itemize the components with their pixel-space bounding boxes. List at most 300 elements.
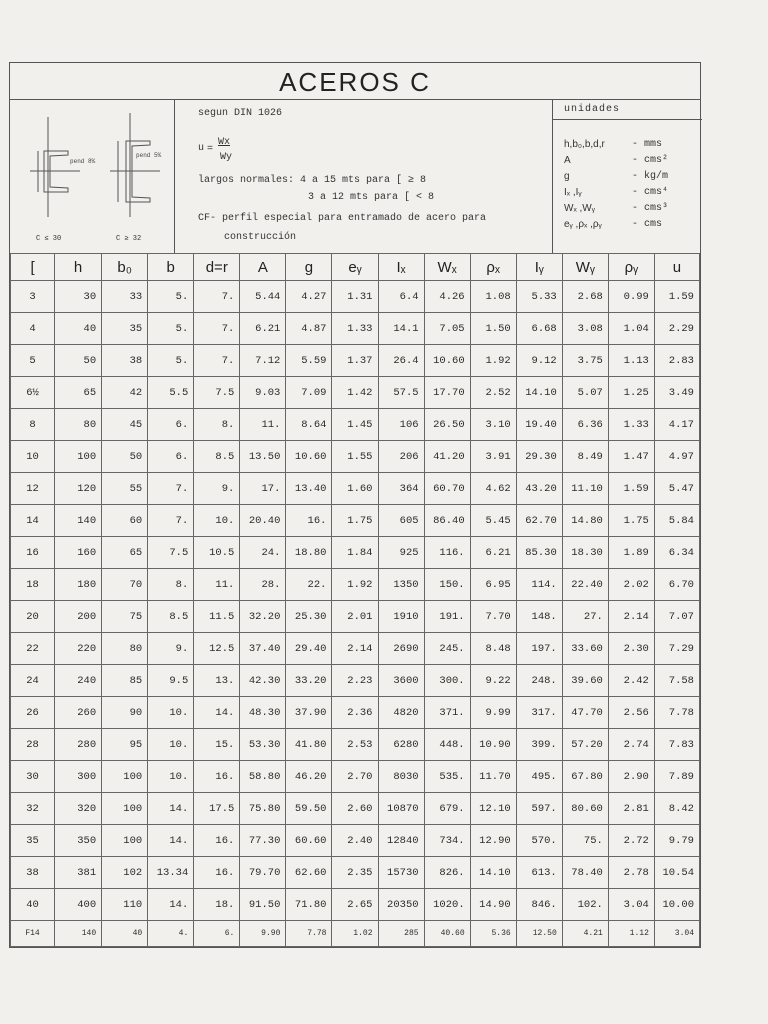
table-cell: 17.70 bbox=[424, 377, 470, 409]
table-cell: 12.10 bbox=[470, 793, 516, 825]
standard-reference: segun DIN 1026 bbox=[198, 108, 283, 119]
table-cell: 6½ bbox=[11, 377, 55, 409]
units-title: unidades bbox=[552, 99, 702, 120]
table-header-row bbox=[11, 254, 700, 281]
svg-text:pend 5%: pend 5% bbox=[136, 152, 162, 159]
table-row bbox=[11, 665, 700, 697]
table-cell: 2.60 bbox=[332, 793, 378, 825]
table-cell: 8.49 bbox=[562, 441, 608, 473]
units-panel bbox=[552, 99, 702, 253]
table-cell: 1.12 bbox=[608, 921, 654, 947]
table-cell: 18.30 bbox=[562, 537, 608, 569]
table-cell: 6.4 bbox=[378, 281, 424, 313]
formula-equals: = bbox=[207, 144, 214, 155]
page-title: ACEROS C bbox=[10, 63, 700, 100]
table-cell: 1.33 bbox=[332, 313, 378, 345]
table-cell: 22. bbox=[286, 569, 332, 601]
table-cell: 4 bbox=[11, 313, 55, 345]
table-cell: 12.5 bbox=[194, 633, 240, 665]
table-cell: 495. bbox=[516, 761, 562, 793]
table-cell: 4.21 bbox=[562, 921, 608, 947]
table-row bbox=[11, 537, 700, 569]
table-cell: 14.80 bbox=[562, 505, 608, 537]
table-cell: 2.81 bbox=[608, 793, 654, 825]
table-cell: F14 bbox=[11, 921, 55, 947]
table-cell: 1.33 bbox=[608, 409, 654, 441]
table-cell: 102 bbox=[102, 857, 148, 889]
table-cell: 5.45 bbox=[470, 505, 516, 537]
table-cell: 5.84 bbox=[654, 505, 699, 537]
table-cell: 100 bbox=[102, 793, 148, 825]
table-cell: 248. bbox=[516, 665, 562, 697]
table-cell: 41.80 bbox=[286, 729, 332, 761]
table-cell: 40 bbox=[102, 921, 148, 947]
table-cell: 15. bbox=[194, 729, 240, 761]
table-cell: 7.83 bbox=[654, 729, 699, 761]
table-cell: 19.40 bbox=[516, 409, 562, 441]
table-cell: 16. bbox=[286, 505, 332, 537]
table-cell: 85 bbox=[102, 665, 148, 697]
table-cell: 12.50 bbox=[516, 921, 562, 947]
table-cell: 1910 bbox=[378, 601, 424, 633]
table-cell: 13.40 bbox=[286, 473, 332, 505]
table-cell: 2.83 bbox=[654, 345, 699, 377]
table-cell: 43.20 bbox=[516, 473, 562, 505]
table-cell: 100 bbox=[102, 825, 148, 857]
table-cell: 10.60 bbox=[424, 345, 470, 377]
table-cell: 13.34 bbox=[148, 857, 194, 889]
table-cell: 1.25 bbox=[608, 377, 654, 409]
table-cell: 364 bbox=[378, 473, 424, 505]
table-cell: 1.04 bbox=[608, 313, 654, 345]
column-header: ρₓ bbox=[470, 254, 516, 281]
table-cell: 3.75 bbox=[562, 345, 608, 377]
special-profile-note: CF- perfil especial para entramado de acero para bbox=[198, 213, 487, 224]
table-cell: 2.72 bbox=[608, 825, 654, 857]
table-cell: 1350 bbox=[378, 569, 424, 601]
table-cell: 14. bbox=[148, 825, 194, 857]
table-cell: 8. bbox=[194, 409, 240, 441]
table-cell: 102. bbox=[562, 889, 608, 921]
table-row bbox=[11, 793, 700, 825]
table-cell: 8.42 bbox=[654, 793, 699, 825]
table-cell: 3 bbox=[11, 281, 55, 313]
column-header: h bbox=[55, 254, 102, 281]
table-cell: 42.30 bbox=[240, 665, 286, 697]
table-cell: 10.5 bbox=[194, 537, 240, 569]
table-cell: 2.52 bbox=[470, 377, 516, 409]
table-cell: 5.5 bbox=[148, 377, 194, 409]
table-cell: 220 bbox=[55, 633, 102, 665]
table-cell: 30 bbox=[55, 281, 102, 313]
column-header: b bbox=[148, 254, 194, 281]
table-cell: 2.01 bbox=[332, 601, 378, 633]
profiles-table bbox=[10, 253, 700, 947]
table-cell: 80.60 bbox=[562, 793, 608, 825]
table-cell: 17. bbox=[240, 473, 286, 505]
table-cell: 14.1 bbox=[378, 313, 424, 345]
table-cell: 71.80 bbox=[286, 889, 332, 921]
table-cell: 37.90 bbox=[286, 697, 332, 729]
table-cell: 10.54 bbox=[654, 857, 699, 889]
table-cell: 3.04 bbox=[654, 921, 699, 947]
table-cell: 90 bbox=[102, 697, 148, 729]
column-header: g bbox=[286, 254, 332, 281]
table-cell: 371. bbox=[424, 697, 470, 729]
table-cell: 26 bbox=[11, 697, 55, 729]
header-section bbox=[10, 99, 700, 254]
table-cell: 7.5 bbox=[194, 377, 240, 409]
table-cell: 535. bbox=[424, 761, 470, 793]
table-cell: 75.80 bbox=[240, 793, 286, 825]
table-cell: 80 bbox=[102, 633, 148, 665]
table-cell: 200 bbox=[55, 601, 102, 633]
table-cell: 300. bbox=[424, 665, 470, 697]
table-row bbox=[11, 889, 700, 921]
column-header: eᵧ bbox=[332, 254, 378, 281]
table-cell: 1.75 bbox=[332, 505, 378, 537]
table-cell: 100 bbox=[55, 441, 102, 473]
table-cell: 2.42 bbox=[608, 665, 654, 697]
table-cell: 1.42 bbox=[332, 377, 378, 409]
table-cell: 4.62 bbox=[470, 473, 516, 505]
table-cell: 86.40 bbox=[424, 505, 470, 537]
table-cell: 5. bbox=[148, 281, 194, 313]
table-cell: 3600 bbox=[378, 665, 424, 697]
table-cell: 8 bbox=[11, 409, 55, 441]
table-cell: 18 bbox=[11, 569, 55, 601]
table-cell: 29.30 bbox=[516, 441, 562, 473]
table-cell: 9.12 bbox=[516, 345, 562, 377]
figure-label-right: C ≥ 32 bbox=[116, 235, 142, 243]
table-cell: 4.87 bbox=[286, 313, 332, 345]
table-cell: 613. bbox=[516, 857, 562, 889]
table-cell: 55 bbox=[102, 473, 148, 505]
table-cell: 7.09 bbox=[286, 377, 332, 409]
table-cell: 6.34 bbox=[654, 537, 699, 569]
table-cell: 4.97 bbox=[654, 441, 699, 473]
table-cell: 7.12 bbox=[240, 345, 286, 377]
figure-label-left: C ≤ 30 bbox=[36, 235, 62, 243]
table-cell: 148. bbox=[516, 601, 562, 633]
table-cell: 70 bbox=[102, 569, 148, 601]
column-header: Wₓ bbox=[424, 254, 470, 281]
table-cell: 6. bbox=[148, 409, 194, 441]
table-cell: 1.84 bbox=[332, 537, 378, 569]
table-cell: 6.70 bbox=[654, 569, 699, 601]
table-cell: 1.13 bbox=[608, 345, 654, 377]
table-cell: 8.5 bbox=[148, 601, 194, 633]
table-row bbox=[11, 281, 700, 313]
table-cell: 60.60 bbox=[286, 825, 332, 857]
table-cell: 11.5 bbox=[194, 601, 240, 633]
table-cell: 2.78 bbox=[608, 857, 654, 889]
table-cell: 5.59 bbox=[286, 345, 332, 377]
table-cell: 29.40 bbox=[286, 633, 332, 665]
table-cell: 1.89 bbox=[608, 537, 654, 569]
table-cell: 48.30 bbox=[240, 697, 286, 729]
table-cell: 6.21 bbox=[240, 313, 286, 345]
table-cell: 65 bbox=[102, 537, 148, 569]
table-cell: 33.20 bbox=[286, 665, 332, 697]
table-cell: 60.70 bbox=[424, 473, 470, 505]
table-cell: 14. bbox=[148, 889, 194, 921]
table-cell: 7.58 bbox=[654, 665, 699, 697]
table-cell: 41.20 bbox=[424, 441, 470, 473]
table-cell: 46.20 bbox=[286, 761, 332, 793]
table-cell: 12.90 bbox=[470, 825, 516, 857]
table-cell: 1.75 bbox=[608, 505, 654, 537]
table-cell: 2.90 bbox=[608, 761, 654, 793]
table-cell: 14 bbox=[11, 505, 55, 537]
table-cell: 5.47 bbox=[654, 473, 699, 505]
table-cell: 350 bbox=[55, 825, 102, 857]
table-cell: 16. bbox=[194, 857, 240, 889]
table-row bbox=[11, 729, 700, 761]
standard-notes bbox=[174, 99, 553, 253]
table-cell: 140 bbox=[55, 505, 102, 537]
table-cell: 45 bbox=[102, 409, 148, 441]
table-cell: 570. bbox=[516, 825, 562, 857]
table-cell: 1.59 bbox=[608, 473, 654, 505]
table-cell: 4. bbox=[148, 921, 194, 947]
table-cell: 245. bbox=[424, 633, 470, 665]
steel-table-sheet bbox=[9, 62, 701, 948]
table-cell: 1.92 bbox=[470, 345, 516, 377]
table-row bbox=[11, 857, 700, 889]
table-cell: 85.30 bbox=[516, 537, 562, 569]
table-cell: 22.40 bbox=[562, 569, 608, 601]
table-cell: 4.17 bbox=[654, 409, 699, 441]
table-cell: 10 bbox=[11, 441, 55, 473]
table-cell: 27. bbox=[562, 601, 608, 633]
table-cell: 35 bbox=[11, 825, 55, 857]
table-cell: 925 bbox=[378, 537, 424, 569]
table-row bbox=[11, 601, 700, 633]
table-cell: 62.60 bbox=[286, 857, 332, 889]
table-cell: 10. bbox=[148, 697, 194, 729]
table-cell: 381 bbox=[55, 857, 102, 889]
table-cell: 9.79 bbox=[654, 825, 699, 857]
lengths-note-2: 3 a 12 mts para [ < 8 bbox=[308, 192, 435, 203]
table-cell: 17.5 bbox=[194, 793, 240, 825]
table-cell: 6.95 bbox=[470, 569, 516, 601]
table-cell: 3.49 bbox=[654, 377, 699, 409]
table-cell: 260 bbox=[55, 697, 102, 729]
table-cell: 2.02 bbox=[608, 569, 654, 601]
table-cell: 11.70 bbox=[470, 761, 516, 793]
table-cell: 75. bbox=[562, 825, 608, 857]
table-cell: 16. bbox=[194, 761, 240, 793]
table-cell: 33 bbox=[102, 281, 148, 313]
table-cell: 57.5 bbox=[378, 377, 424, 409]
table-row bbox=[11, 761, 700, 793]
column-header: ρᵧ bbox=[608, 254, 654, 281]
table-cell: 78.40 bbox=[562, 857, 608, 889]
table-cell: 7.78 bbox=[286, 921, 332, 947]
table-cell: 2.56 bbox=[608, 697, 654, 729]
table-cell: 28 bbox=[11, 729, 55, 761]
unit-row: h,b₀,b,d,r - mms bbox=[564, 139, 663, 150]
table-cell: 62.70 bbox=[516, 505, 562, 537]
table-cell: 3.10 bbox=[470, 409, 516, 441]
table-cell: 77.30 bbox=[240, 825, 286, 857]
table-cell: 116. bbox=[424, 537, 470, 569]
table-cell: 35 bbox=[102, 313, 148, 345]
column-header: [ bbox=[11, 254, 55, 281]
table-cell: 9.5 bbox=[148, 665, 194, 697]
table-cell: 24 bbox=[11, 665, 55, 697]
table-cell: 191. bbox=[424, 601, 470, 633]
table-cell: 11.10 bbox=[562, 473, 608, 505]
table-cell: 7.89 bbox=[654, 761, 699, 793]
table-row bbox=[11, 825, 700, 857]
table-cell: 2.65 bbox=[332, 889, 378, 921]
table-row bbox=[11, 377, 700, 409]
table-cell: 37.40 bbox=[240, 633, 286, 665]
table-cell: 22 bbox=[11, 633, 55, 665]
table-cell: 1.47 bbox=[608, 441, 654, 473]
table-cell: 75 bbox=[102, 601, 148, 633]
table-cell: 597. bbox=[516, 793, 562, 825]
unit-row: A - cms² bbox=[564, 155, 669, 166]
table-cell: 679. bbox=[424, 793, 470, 825]
table-cell: 9. bbox=[194, 473, 240, 505]
table-cell: 40 bbox=[55, 313, 102, 345]
table-cell: 10. bbox=[194, 505, 240, 537]
table-cell: 18.80 bbox=[286, 537, 332, 569]
table-cell: 40 bbox=[11, 889, 55, 921]
table-cell: 1.31 bbox=[332, 281, 378, 313]
column-header: Iᵧ bbox=[516, 254, 562, 281]
table-cell: 180 bbox=[55, 569, 102, 601]
table-cell: 42 bbox=[102, 377, 148, 409]
table-cell: 9.22 bbox=[470, 665, 516, 697]
table-cell: 114. bbox=[516, 569, 562, 601]
table-cell: 14.90 bbox=[470, 889, 516, 921]
table-cell: 448. bbox=[424, 729, 470, 761]
table-cell: 826. bbox=[424, 857, 470, 889]
table-cell: 1.59 bbox=[654, 281, 699, 313]
table-cell: 2.53 bbox=[332, 729, 378, 761]
table-cell: 5. bbox=[148, 345, 194, 377]
table-cell: 2.36 bbox=[332, 697, 378, 729]
table-cell: 11. bbox=[240, 409, 286, 441]
table-cell: 7. bbox=[194, 313, 240, 345]
table-cell: 4.26 bbox=[424, 281, 470, 313]
table-cell: 14. bbox=[194, 697, 240, 729]
table-cell: 79.70 bbox=[240, 857, 286, 889]
column-header: b₀ bbox=[102, 254, 148, 281]
table-cell: 399. bbox=[516, 729, 562, 761]
table-cell: 7. bbox=[194, 345, 240, 377]
table-cell: 1.92 bbox=[332, 569, 378, 601]
table-cell: 320 bbox=[55, 793, 102, 825]
column-header: Iₓ bbox=[378, 254, 424, 281]
table-cell: 6.36 bbox=[562, 409, 608, 441]
table-cell: 9.90 bbox=[240, 921, 286, 947]
table-cell: 2.30 bbox=[608, 633, 654, 665]
table-cell: 300 bbox=[55, 761, 102, 793]
table-cell: 8. bbox=[148, 569, 194, 601]
profile-figures bbox=[10, 99, 175, 253]
table-cell: 1.60 bbox=[332, 473, 378, 505]
table-cell: 100 bbox=[102, 761, 148, 793]
table-row bbox=[11, 345, 700, 377]
table-cell: 20.40 bbox=[240, 505, 286, 537]
c-profile-diagram-icon bbox=[10, 99, 174, 253]
table-cell: 10. bbox=[148, 761, 194, 793]
table-cell: 1.45 bbox=[332, 409, 378, 441]
table-cell: 150. bbox=[424, 569, 470, 601]
table-cell: 7.29 bbox=[654, 633, 699, 665]
table-cell: 4.27 bbox=[286, 281, 332, 313]
table-cell: 38 bbox=[11, 857, 55, 889]
table-cell: 60 bbox=[102, 505, 148, 537]
table-cell: 1020. bbox=[424, 889, 470, 921]
table-cell: 5.44 bbox=[240, 281, 286, 313]
table-cell: 1.37 bbox=[332, 345, 378, 377]
table-cell: 6.21 bbox=[470, 537, 516, 569]
table-row bbox=[11, 569, 700, 601]
table-cell: 9.03 bbox=[240, 377, 286, 409]
table-cell: 6. bbox=[194, 921, 240, 947]
table-cell: 0.99 bbox=[608, 281, 654, 313]
table-cell: 59.50 bbox=[286, 793, 332, 825]
table-cell: 15730 bbox=[378, 857, 424, 889]
table-cell: 1.02 bbox=[332, 921, 378, 947]
table-cell: 39.60 bbox=[562, 665, 608, 697]
table-cell: 2.35 bbox=[332, 857, 378, 889]
table-cell: 6280 bbox=[378, 729, 424, 761]
table-cell: 605 bbox=[378, 505, 424, 537]
unit-row: g - kg/m bbox=[564, 171, 669, 182]
lengths-note-1: largos normales: 4 a 15 mts para [ ≥ 8 bbox=[198, 175, 427, 186]
table-cell: 5.33 bbox=[516, 281, 562, 313]
table-cell: 26.4 bbox=[378, 345, 424, 377]
column-header: Wᵧ bbox=[562, 254, 608, 281]
table-cell: 3.04 bbox=[608, 889, 654, 921]
table-cell: 5 bbox=[11, 345, 55, 377]
table-cell: 197. bbox=[516, 633, 562, 665]
column-header: d=r bbox=[194, 254, 240, 281]
table-cell: 9.99 bbox=[470, 697, 516, 729]
table-row bbox=[11, 313, 700, 345]
table-cell: 16 bbox=[11, 537, 55, 569]
table-cell: 2.14 bbox=[608, 601, 654, 633]
table-row bbox=[11, 473, 700, 505]
table-cell: 8.48 bbox=[470, 633, 516, 665]
table-cell: 160 bbox=[55, 537, 102, 569]
table-cell: 32.20 bbox=[240, 601, 286, 633]
table-cell: 206 bbox=[378, 441, 424, 473]
table-cell: 13.50 bbox=[240, 441, 286, 473]
table-cell: 40.60 bbox=[424, 921, 470, 947]
table-cell: 9. bbox=[148, 633, 194, 665]
table-row bbox=[11, 921, 700, 947]
table-cell: 4820 bbox=[378, 697, 424, 729]
table-cell: 47.70 bbox=[562, 697, 608, 729]
table-cell: 50 bbox=[55, 345, 102, 377]
table-cell: 8.5 bbox=[194, 441, 240, 473]
table-cell: 7. bbox=[194, 281, 240, 313]
table-body bbox=[11, 281, 700, 947]
table-cell: 120 bbox=[55, 473, 102, 505]
table-cell: 8.64 bbox=[286, 409, 332, 441]
table-row bbox=[11, 633, 700, 665]
table-cell: 1.08 bbox=[470, 281, 516, 313]
table-cell: 14. bbox=[148, 793, 194, 825]
